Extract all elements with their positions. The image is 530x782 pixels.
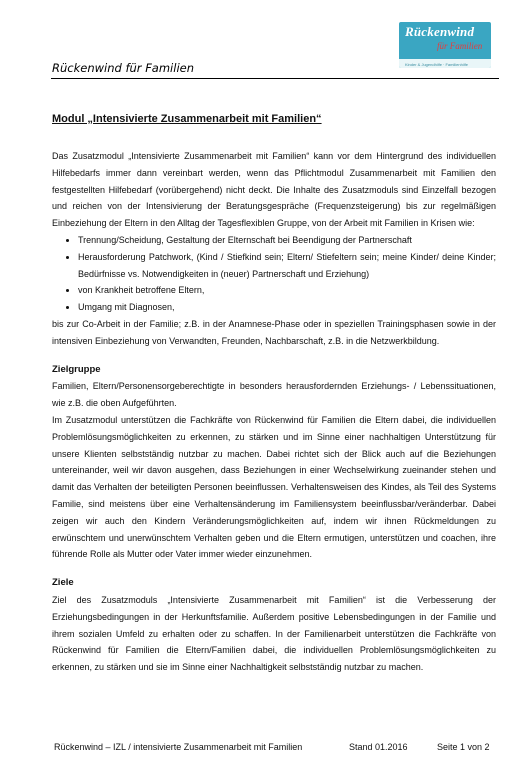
footer-page-number: Seite 1 von 2 [437, 742, 490, 752]
ziele-text: Ziel des Zusatzmoduls „Intensivierte Zusammenarbeit mit Familien“ ist die Verbesserung der Erziehungsbedingungen in der Herkunftsfamilie. Außerdem positive Lebensbedingungen in der Familie und ihrem sozialen Umfeld zu erhalten oder zu schaffen. In der Familienarbeit unterstützen die Fachkräfte von Rückenwind für Familien die Eltern/Familien dabei, die individuellen Problemlösungsmöglichkeiten zu erkennen, zu stärken und sie im Sinne einer Nachhaltigkeit selbstständig nutzbar zu machen. [52, 594, 496, 673]
footer-date: Stand 01.2016 [349, 742, 408, 752]
zielgruppe-text-2: Im Zusatzmodul unterstützen die Fachkräfte von Rückenwind für Familien die Eltern dabei, die individuellen Problemlösungsmöglichkeiten zu erkennen, zu stärken und im Sinne einer nachhaltigen Unterstützung für unsere Klienten selbstständig nutzbar zu machen. Dabei richtet sich der Blick auch auf die Beziehungen untereinander, weil wir davon ausgehen, dass Beziehungen in einer Wechselwirkung zueinander stehen und damit das Verhalten der beteiligten Personen beeinflussen. Verhaltensweisen des Kindes, als Teil des Systems Familie, sind meistens über eine Verhaltensänderung im Familiensystem beeinflussbar/veränderbar. Dabei zeigen wir auch den Kindern Veränderungsmöglichkeiten auf, indem wir ihnen Rückmeldungen zu erwünschtem und unerwünschtem Verhalten geben und die Eltern ermutigen, unterstützen und coachen, ihre führende Rolle als Mutter oder Vater immer wieder einzunehmen. [52, 414, 496, 560]
header-title: Rückenwind für Familien [52, 61, 195, 75]
module-outro: bis zur Co-Arbeit in der Familie; z.B. in der Anamnese-Phase oder in speziellen Trainingsphasen sowie in der intensiven Einbeziehung von Verwandten, Freunden, Nachbarschaft, z.B. in die Netzwerkbildung. [52, 318, 496, 346]
list-item: • von Krankheit betroffene Eltern, [78, 282, 496, 299]
list-item: • Umgang mit Diagnosen, [78, 299, 496, 316]
logo [399, 22, 491, 68]
logo-tagline: Kinder & Jugendhilfe · Familienhilfe [405, 62, 468, 67]
module-title: Modul „Intensivierte Zusammenarbeit mit Familien“ [52, 113, 322, 125]
logo-title: Rückenwind [405, 24, 475, 39]
list-item: • Trennung/Scheidung, Gestaltung der Elternschaft bei Beendigung der Partnerschaft [78, 232, 496, 249]
zielgruppe-text-1: Familien, Eltern/Personensorgeberechtigte in besonders herausfordernden Erziehungs- / Lebenssituationen, wie z.B. die oben Aufgeführten. [52, 381, 496, 409]
list-item: • Herausforderung Patchwork, (Kind / Stiefkind sein; Eltern/ Stiefeltern sein; meine Kinder/ deine Kinder; Bedürfnisse vs. Notwendigkeiten in (neuer) Partnerschaft und Erziehung) [78, 249, 496, 283]
footer-document-name: Rückenwind – IZL / intensivierte Zusammenarbeit mit Familien [54, 742, 303, 752]
zielgruppe-heading: Zielgruppe [52, 363, 101, 375]
ziele-heading: Ziele [52, 577, 74, 589]
header-divider [51, 78, 499, 79]
document-body [52, 112, 496, 676]
crisis-list [52, 232, 496, 316]
logo-subtitle: für Familien [437, 41, 483, 51]
module-intro: Das Zusatzmodul „Intensivierte Zusammenarbeit mit Familien“ kann vor dem Hintergrund des individuellen Hilfebedarfs immer dann vereinbart werden, wenn das Pflichtmodul Zusammenarbeit mit Familien den festgestellten Hilfebedarf (vorübergehend) nicht deckt. Die Inhalte des Zusatzmoduls sind Einzelfall bezogen und reichen von der Intensivierung der Beratungsgespräche (Frequenzsteigerung) bis zur regelmäßigen Einbeziehung der Eltern in den Alltag der Tagesflexiblen Gruppe, von der Arbeit mit Familien in Krisen wie: [52, 151, 496, 229]
